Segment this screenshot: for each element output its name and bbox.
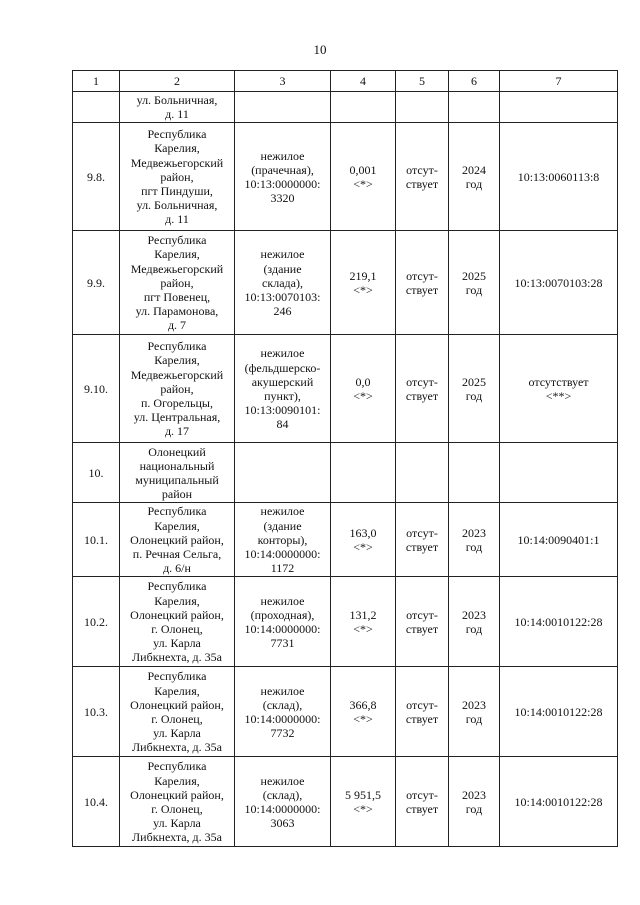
encumbrance-cell: отсут- ствует [396, 503, 449, 577]
row-number-cell: 10. [73, 443, 120, 503]
table-row [73, 123, 618, 231]
area-cell: 131,2 <*> [331, 577, 396, 667]
encumbrance-cell [396, 92, 449, 123]
object-description-cell: нежилое (склад), 10:14:0000000: 7732 [235, 667, 331, 757]
address-cell: Республика Карелия, Олонецкий район, г. Олонец, ул. Карла Либкнехта, д. 35а [120, 667, 235, 757]
address-cell: Олонецкий национальный муниципальный район [120, 443, 235, 503]
table-row [73, 335, 618, 443]
cadastral-number-cell [500, 92, 618, 123]
year-cell: 2023 год [449, 577, 500, 667]
row-number-cell: 9.9. [73, 231, 120, 335]
page-number: 10 [313, 42, 327, 57]
address-cell: ул. Больничная, д. 11 [120, 92, 235, 123]
cadastral-number-cell: 10:13:0060113:8 [500, 123, 618, 231]
address-cell: Республика Карелия, Олонецкий район, п. Речная Сельга, д. 6/н [120, 503, 235, 577]
column-header: 3 [235, 71, 331, 92]
column-header: 7 [500, 71, 618, 92]
row-number-cell: 10.1. [73, 503, 120, 577]
address-cell: Республика Карелия, Медвежьегорский район, п. Огорельцы, ул. Центральная, д. 17 [120, 335, 235, 443]
area-cell [331, 443, 396, 503]
year-cell: 2023 год [449, 503, 500, 577]
object-description-cell: нежилое (здание конторы), 10:14:0000000: 1172 [235, 503, 331, 577]
column-header: 6 [449, 71, 500, 92]
year-cell: 2023 год [449, 757, 500, 847]
object-description-cell: нежилое (склад), 10:14:0000000: 3063 [235, 757, 331, 847]
row-number-cell: 9.8. [73, 123, 120, 231]
row-number-cell: 10.4. [73, 757, 120, 847]
object-description-cell [235, 443, 331, 503]
column-header: 5 [396, 71, 449, 92]
table-row [73, 757, 618, 847]
year-cell [449, 443, 500, 503]
area-cell: 0,001 <*> [331, 123, 396, 231]
object-description-cell: нежилое (фельдшерско- акушерский пункт), 10:13:0090101: 84 [235, 335, 331, 443]
object-description-cell [235, 92, 331, 123]
year-cell [449, 92, 500, 123]
table-header-row [73, 71, 618, 92]
year-cell: 2024 год [449, 123, 500, 231]
table-row [73, 577, 618, 667]
encumbrance-cell: отсут- ствует [396, 335, 449, 443]
area-cell: 0,0 <*> [331, 335, 396, 443]
encumbrance-cell: отсут- ствует [396, 577, 449, 667]
object-description-cell: нежилое (проходная), 10:14:0000000: 7731 [235, 577, 331, 667]
year-cell: 2025 год [449, 335, 500, 443]
area-cell: 5 951,5 <*> [331, 757, 396, 847]
encumbrance-cell: отсут- ствует [396, 757, 449, 847]
cadastral-number-cell: 10:14:0010122:28 [500, 757, 618, 847]
address-cell: Республика Карелия, Медвежьегорский район, пгт Пиндуши, ул. Больничная, д. 11 [120, 123, 235, 231]
encumbrance-cell: отсут- ствует [396, 123, 449, 231]
row-number-cell: 10.2. [73, 577, 120, 667]
encumbrance-cell: отсут- ствует [396, 667, 449, 757]
address-cell: Республика Карелия, Медвежьегорский район, пгт Повенец, ул. Парамонова, д. 7 [120, 231, 235, 335]
address-cell: Республика Карелия, Олонецкий район, г. Олонец, ул. Карла Либкнехта, д. 35а [120, 577, 235, 667]
encumbrance-cell: отсут- ствует [396, 231, 449, 335]
area-cell [331, 92, 396, 123]
table-row [73, 667, 618, 757]
table-row [73, 92, 618, 123]
area-cell: 366,8 <*> [331, 667, 396, 757]
cadastral-number-cell: 10:14:0010122:28 [500, 577, 618, 667]
cadastral-number-cell [500, 443, 618, 503]
cadastral-number-cell: отсутствует <**> [500, 335, 618, 443]
row-number-cell [73, 92, 120, 123]
object-description-cell: нежилое (здание склада), 10:13:0070103: 246 [235, 231, 331, 335]
row-number-cell: 10.3. [73, 667, 120, 757]
year-cell: 2025 год [449, 231, 500, 335]
encumbrance-cell [396, 443, 449, 503]
column-header: 2 [120, 71, 235, 92]
property-registry-table [72, 70, 618, 847]
column-header: 1 [73, 71, 120, 92]
table-row [73, 503, 618, 577]
table-row [73, 231, 618, 335]
object-description-cell: нежилое (прачечная), 10:13:0000000: 3320 [235, 123, 331, 231]
cadastral-number-cell: 10:13:0070103:28 [500, 231, 618, 335]
year-cell: 2023 год [449, 667, 500, 757]
row-number-cell: 9.10. [73, 335, 120, 443]
cadastral-number-cell: 10:14:0010122:28 [500, 667, 618, 757]
area-cell: 163,0 <*> [331, 503, 396, 577]
table-row [73, 443, 618, 503]
address-cell: Республика Карелия, Олонецкий район, г. Олонец, ул. Карла Либкнехта, д. 35а [120, 757, 235, 847]
area-cell: 219,1 <*> [331, 231, 396, 335]
cadastral-number-cell: 10:14:0090401:1 [500, 503, 618, 577]
column-header: 4 [331, 71, 396, 92]
